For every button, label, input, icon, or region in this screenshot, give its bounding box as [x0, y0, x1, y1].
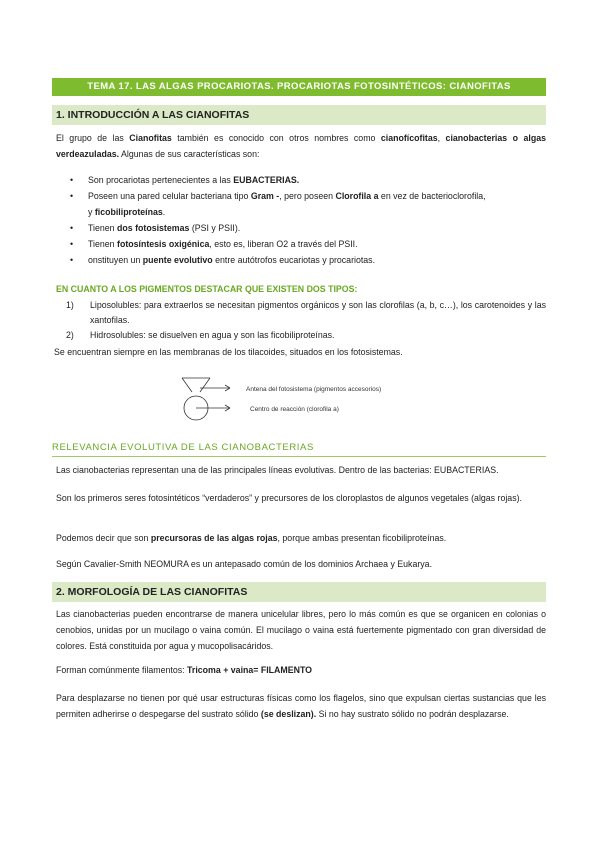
pigments-heading: EN CUANTO A LOS PIGMENTOS DESTACAR QUE EXISTEN DOS TIPOS: [56, 284, 358, 294]
bullet-glyph: • [70, 255, 74, 265]
list-item: 1) Liposolubles: para extraerlos se necesitan pigmentos orgánicos y son las clorofilas (a, b, c…), los carotenoides y las xantofilas. [66, 300, 546, 325]
morfologia-paragraph-3: Para desplazarse no tienen por qué usar estructuras físicas como los flagelos, sino que expulsan ciertas sustancias que les permiten adherirse o despegarse del sustrato sólido (se deslizan). Si no hay sustrato sólido no podrán desplazarse. [56, 693, 546, 719]
relevancia-paragraph-3: Podemos decir que son precursoras de las algas rojas, porque ambas presentan ficobiliproteínas. [56, 533, 447, 543]
list-item: • Tienen dos fotosistemas (PSI y PSII). [70, 220, 546, 236]
antenna-funnel [182, 378, 210, 392]
bullet-glyph: • [70, 175, 74, 185]
bullet-glyph: • [70, 191, 74, 201]
list-item: 2) Hidrosolubles: se disuelven en agua y son las ficobiliproteínas. [66, 328, 546, 343]
morfologia-paragraph-2: Forman comúnmente filamentos: Tricoma + vaina= FILAMENTO [56, 665, 313, 675]
list-item: • Son procariotas pertenecientes a las EUBACTERIAS. [70, 172, 546, 188]
list-item: • onstituyen un puente evolutivo entre autótrofos eucariotas y procariotas. [70, 252, 546, 268]
morfologia-paragraph-1: Las cianobacterias pueden encontrarse de manera unicelular libres, pero lo más común es que se organicen en colonias o cenobios, unidas por un mucilago o vaina común. El mucilago o vaina está fuertemente pigmentado con gran diversidad de colores. Está constituida por agua y mucopolisacáridos. [56, 609, 546, 651]
list-number: 2) [66, 330, 74, 340]
relevancia-paragraph-1: Las cianobacterias representan una de las principales líneas evolutivas. Dentro de las bacterias: EUBACTERIAS. [56, 465, 499, 475]
chapter-title-banner: TEMA 17. LAS ALGAS PROCARIOTAS. PROCARIOTAS FOTOSINTÉTICOS: CIANOFITAS [52, 78, 546, 96]
photosystem-diagram [170, 374, 430, 424]
bullet-glyph: • [70, 223, 74, 233]
section-heading-introduccion: 1. INTRODUCCIÓN A LAS CIANOFITAS [52, 105, 546, 125]
section-heading-morfologia: 2. MORFOLOGÍA DE LAS CIANOFITAS [52, 582, 546, 602]
list-item: • Tienen fotosíntesis oxigénica, esto es, liberan O2 a través del PSII. [70, 236, 546, 252]
relevancia-paragraph-2: Son los primeros seres fotosintéticos “verdaderos” y precursores de los cloroplastos de algunos vegetales (algas rojas). [56, 493, 522, 503]
diagram-label-antena: Antena del fotosistema (pigmentos accesorios) [246, 386, 382, 393]
intro-paragraph: El grupo de las Cianofitas también es conocido con otros nombres como cianofícofitas, cianobacterias o algas verdeazuladas. Algunas de sus características son: [56, 133, 546, 159]
membranes-paragraph: Se encuentran siempre en las membranas de los tilacoides, situados en los fotosistemas. [54, 347, 403, 357]
relevancia-heading: RELEVANCIA EVOLUTIVA DE LAS CIANOBACTERIAS [52, 440, 546, 457]
relevancia-paragraph-4: Según Cavalier-Smith NEOMURA es un antepasado común de los dominios Archaea y Eukarya. [56, 559, 433, 569]
diagram-label-centro: Centro de reacción (clorofila a) [250, 406, 339, 413]
characteristics-list [70, 172, 546, 268]
list-item: • Poseen una pared celular bacteriana tipo Gram -, pero poseen Clorofila a en vez de bacterioclorofila, y ficobiliproteínas. [70, 188, 546, 220]
pigments-list [66, 298, 546, 343]
bullet-glyph: • [70, 239, 74, 249]
list-number: 1) [66, 300, 74, 310]
